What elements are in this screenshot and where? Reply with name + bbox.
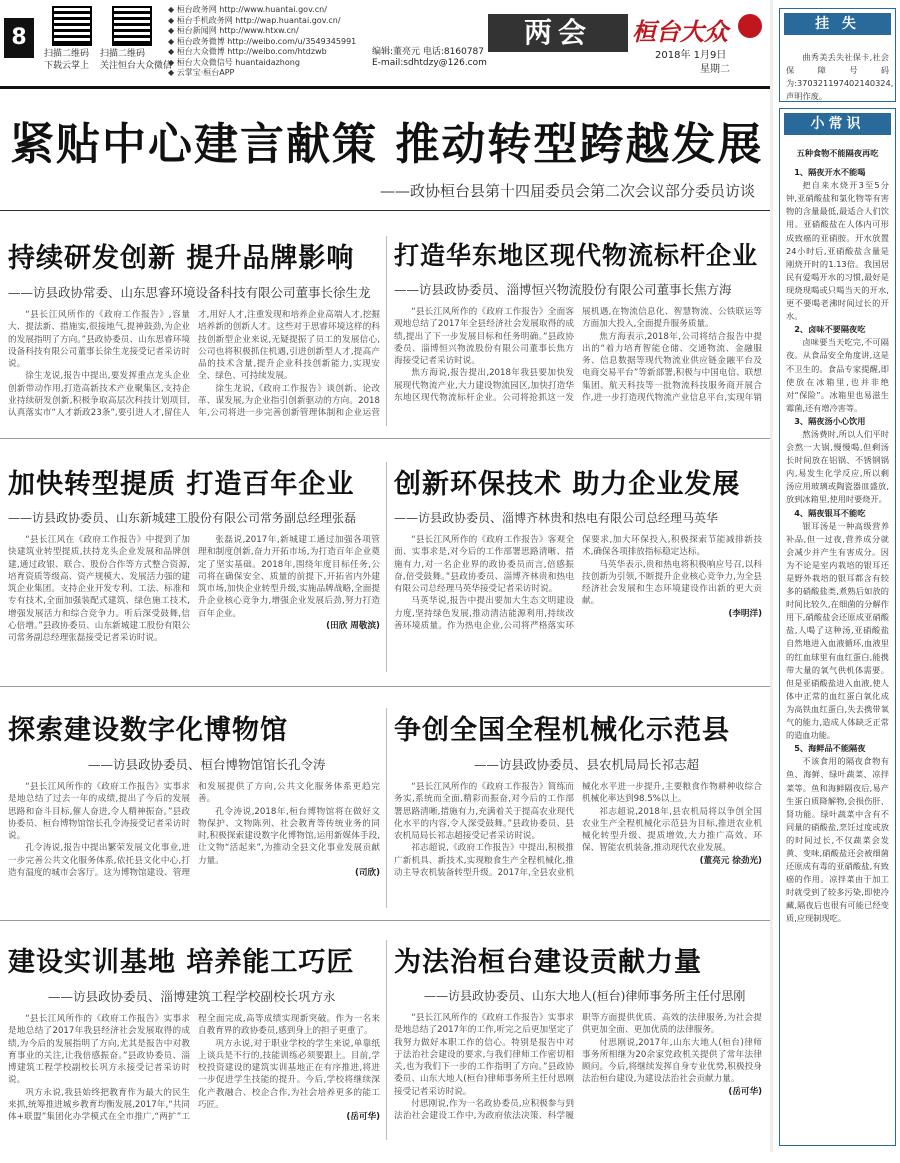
tips-title: 小常识 [784,113,891,135]
link-item: ◆ 桓台大众微信号 huantaidazhong [168,57,300,67]
article-signature: (李明洋) [728,608,762,619]
article-body: “县长江风所作的《政府工作报告》实事求是地总结了过去一年的成绩,提出了今后的发展思路和奋斗目标,催人奋进,令人精神振奋。”县政协委员、桓台博物馆馆长孔令涛接受记者采访时说。 孔令涛说,报告中提出繁荣发展文化事业,进一步完善公共文化服务体系,依托县文化中心,打造有温度的城市会客厅。这为博物馆建设、管理和发展提供了方向,公共文化服务体系更趋完善。 孔令涛说,2018年,桓台博物馆将在做好文物保护、文物陈列、社会教育等传统业务的同时,积极探索建设数字化博物馆,运用新媒体手段,让文物“活起来”,为推动全县文化事业发展贡献力量。 (司欣) [8,782,380,879]
tips-text [780,139,895,928]
section-title: 两会 [488,14,628,52]
divider [0,210,770,211]
lost-notice [779,8,896,102]
issue-date: 2018年 1月9日 [655,50,727,61]
qr-code-wechat [112,6,152,46]
article-body: “县长江风所作的《政府工作报告》客观全面、实事求是,对今后的工作部署思路清晰、措施有力,对一名企业界的政协委员而言,倍感振奋,倍受鼓舞。”县政协委员、淄博齐林贵和热电有限公司总经理马英华接受记者采访时说。 马英华说,报告中提出要加大生态文明建设力度,坚持绿色发展,推动清洁能源利用,持续改善环境质量。作为热电企业,公司将严格落实环保要求,加大环保投入,积极探索节能减排新技术,确保各项排放指标稳定达标。 马英华表示,贵和热电将积极响应号召,以科技创新为引领,不断提升企业核心竞争力,为全县经济社会发展和生态环境建设作出新的更大贡献。 (李明洋) [394,535,762,632]
article-body: “县长江风所作的《政府工作报告》全面客观地总结了2017年全县经济社会发展取得的成绩,提出了下一步发展目标和任务明确。”县政协委员、淄博恒兴物流股份有限公司董事长焦方海接受记者采访时说。 焦方海说,报告提出,2018年我县要加快发展现代物流产业,大力建设物流园区,加快打造华东地区现代物流标杆企业。公司将抢抓这一发展机遇,在物流信息化、智慧物流、公铁联运等方面加大投入,全面提升服务质量。 焦方海表示,2018年,公司将结合报告中提出的“着力培育智能仓储、交通物流、金融服务、信息数据等现代物流业供应链金融平台及电商交易平台”等新部署,积极与中国电信、联想集团、航天科技等一批物流科技服务商开展合作,进一步打造现代物流产业信息平台,实现年销 [394,307,762,404]
tip-heading: 4、隔夜银耳不能吃 [794,507,866,518]
link-item[interactable]: ◆ 桓台新闻网 http://www.htxw.cn/ [168,26,299,35]
tip-text: 不该食用的隔夜食物有鱼、海鲜、绿叶蔬菜、凉拌菜等。鱼和海鲜隔夜后,易产生蛋白质降解物,会损伤肝、肾功能。绿叶蔬菜中含有不同量的硝酸盐,烹饪过度或放的时间过长,不仅蔬菜会发黄、变味,硝酸盐还会被细菌还原成有毒的亚硝酸盐,有致癌的作用。凉拌菜由于加工时就受到了较多污染,即使冷藏,隔夜后也很有可能已经变质,应现制现吃。 [786,756,889,924]
header-rule [0,86,770,89]
lost-title: 挂 失 [784,13,891,35]
article-subtitle: ——访县政协委员、淄博建筑工程学校副校长巩方永 [48,989,336,1004]
article-title: 创新环保技术 助力企业发展 [394,469,741,500]
article-subtitle: ——访县政协委员、县农机局局长祁志超 [474,757,700,772]
article-2 [394,236,762,426]
page-number: 8 [4,18,34,58]
editor-line: 编辑:董亮元 电话:8160787 [372,47,485,57]
article-4 [394,462,762,674]
link-item[interactable]: ◆ 桓台政务网 http://www.huantai.gov.cn/ [168,5,327,14]
tip-text: 熬汤费时,所以人们平时会熬一大锅,慢慢喝,但剩汤长时间放在铝锅、不锈钢锅内,易发生化学反应,所以剩汤应用玻璃或陶瓷器皿盛放,放到冰箱里,使用时要烧开。 [786,428,889,505]
article-title: 争创全国全程机械化示范县 [394,715,730,746]
link-item[interactable]: ◆ 桓台大众微博 http://weibo.com/htdzwb [168,47,327,56]
article-subtitle: ——访县政协委员、桓台博物馆馆长孔令涛 [88,757,326,772]
sidebar [775,0,900,1152]
article-7 [8,940,380,1163]
brand-logo: 桓台大众 [632,17,728,46]
main-subhead: ——政协桓台县第十四届委员会第二次会议部分委员访谈 [380,182,756,200]
tip-text: 银耳汤是一种高级营养补品,但一过夜,营养成分就会减少并产生有害成分。因为不论是室内栽培的银耳还是野外栽培的银耳都含有较多的硝酸盐类,煮熟后如放的时间比较久,在细菌的分解作用下,硝酸盐会还原成亚硝酸盐,人喝了这种汤,亚硝酸盐自然地进入血液循环,血液里的红血球里有血红蛋白,能携带大量的氧气供机体需要。但是亚硝酸盐进入血液,使人体中正常的血红蛋白氧化成为高铁血红蛋白,失去携带氧气的能力,造成人体缺乏正常的造血功能。 [786,520,889,741]
article-1 [8,236,380,429]
tip-heading: 5、海鲜品不能隔夜 [794,743,866,754]
qr2-caption: 扫描二维码 关注恒台大众微信 [100,49,173,71]
tip-heading: 3、隔夜汤小心饮用 [794,415,866,426]
issue-weekday: 星期二 [700,64,730,75]
tip-text: 把自来水烧开3至5分钟,亚硝酸盐和氯化物等有害物的含量最低,最适合人们饮用。亚硝酸盐在人体内可形成致癌的亚硝胺。开水放置24小时后,亚硝酸盐含量是刚烧开时的1.13倍。我国居民有爱喝开水的习惯,最好是现烧现喝或只喝当天的开水,更不要喝老沸时间过长的开水。 [786,180,889,322]
tip-heading: 2、卤味不要隔夜吃 [794,324,866,335]
article-title: 建设实训基地 培养能工巧匠 [8,947,355,978]
divider [0,438,770,439]
article-body: “县长江风所作的《政府工作报告》实事求是地总结了2017年的工作,听完之后更加坚定了我努力做好本职工作的信心。特别是报告中对于法治社会建设的要求,与我们律师工作密切相关,也为我们下一步的工作指明了方向。”县政协委员、山东大地人(桓台)律师事务所主任付思刚接受记者采访时说。 付思刚说,作为一名政协委员,应积极参与到法治社会建设工作中,为政府依法决策、科学履职等方面提供优质、高效的法律服务,为社会提供更加全面、更加优质的法律服务。 付思刚说,2017年,山东大地人(桓台)律师事务所相继为20余家党政机关提供了常年法律顾问。今后,将继续发挥自身专业优势,积极投身法治桓台建设,为建设法治社会贡献力量。 (岳可华) [394,1013,762,1122]
qr-icon [52,6,92,46]
link-item: ◆ 云掌宝·桓台APP [168,68,235,77]
tips-heading: 五种食物不能隔夜再吃 [796,148,879,158]
article-body: “县长江风所作的《政府工作报告》简练而务实,系统而全面,精彩而振奋,对今后的工作部署思路清晰,措施有力,充满着关于提高农业现代化水平的内容,令人深受鼓舞。”县政协委员、县农机局局长祁志超接受记者采访时说。 祁志超说,《政府工作报告》中提出,积极推广新机具、新技术,实现粮食生产全程机械化,推动主导农机装备转型升级。2017年,全县农业机械化水平进一步提升,主要粮食作物耕种收综合机械化率达到98.5%以上。 祁志超说,2018年,县农机局将以争创全国农业生产全程机械化示范县为目标,推进农业机械化转型升级、提质增效,大力推广高效、环保、智能农机装备,推动现代农业发展。 (董亮元 徐劲光) [394,782,762,879]
tip-text: 卤味要当天吃完,不可隔夜。从食品安全角度讲,这是不卫生的。食品专家提醒,即使放在冰箱里,也并非绝对“保险”。冰箱里也易滋生霉菌,还有增冷害等。 [786,337,889,413]
article-body: “县长江风在《政府工作报告》中提到了加快建筑业转型提质,扶持龙头企业发展和品牌创建,通过政银、联合、股份合作等方式整合资源,培育资质等级高、资产规模大、发展活力强的建筑企业集团。支持企业开发专利、工法、标准和专有技术,全面加强装配式建筑、绿色施工技术,增强发展活力和综合竞争力。听后深受鼓舞,信心倍增。”县政协委员、山东新城建工股份有限公司常务副总经理张磊接受记者采访时说。 张磊说,2017年,新城建工通过加强各项管理和制度创新,奋力开拓市场,为打造百年企业奠定了坚实基础。2018年,围绕年度目标任务,公司将在确保安全、质量的前提下,开拓省内外建筑市场,加快企业转型升级,实施品牌战略,全面提升企业核心竞争力,增强企业发展后劲,努力打造百年企业。 (田欣 周敬滨) [8,535,380,644]
article-signature: (董亮元 徐劲光) [699,855,762,866]
article-body: “县长江风所作的《政府工作报告》,容量大、提法新、措施实,很接地气,提神鼓劲,为企业的发展指明了方向。”县政协委员、山东思睿环境设备科技有限公司董事长徐生龙接受记者采访时说。 徐生龙说,报告中提出,要发挥重点龙头企业创新带动作用,打造高新技术产业聚集区,支持企业持续研发创新,积极争取高层次科技计划项目,认真落实市“人才新政23条”,要引进人才,留住人才,用好人才,注重发现和培养企业高端人才,挖掘培养新的创新人才。这些对于思睿环境这样的科技创新型企业来说,无疑提振了员工的发展信心,公司也将积极抓住机遇,引进创新型人才,提高产品的技术含量,提升企业科技创新能力,实现安全、绿色、可持续发展。 徐生龙说,《政府工作报告》谈创新、论改革、谋发展,为企业指引创新驱动的方向。2018年,公司将进一步完善创新管理体制和企业运营 [8,310,380,419]
article-title: 探索建设数字化博物馆 [8,715,288,746]
article-subtitle: ——访县政协常委、山东思睿环境设备科技有限公司董事长徐生龙 [8,285,371,300]
article-subtitle: ——访县政协委员、山东新城建工股份有限公司常务副总经理张磊 [8,511,357,525]
article-signature: (岳可华) [346,1112,380,1123]
article-8 [394,940,762,1162]
article-subtitle: ——访县政协委员、山东大地人(桓台)律师事务所主任付思刚 [424,989,746,1003]
main-headline: 紧贴中心建言献策 推动转型跨越发展 [10,119,764,170]
brand-emblem-icon [738,14,762,38]
link-item[interactable]: ◆ 桓台手机政务网 http://wap.huantai.gov.cn/ [168,15,341,25]
divider [0,920,770,921]
header-links [168,5,356,79]
link-item[interactable]: ◆ 桓台政务微博 http://weibo.com/u/3549345991 [168,36,357,46]
divider [386,236,387,426]
article-6 [394,708,762,911]
article-title: 打造华东地区现代物流标杆企业 [394,241,759,270]
article-5 [8,708,380,911]
article-title: 加快转型提质 打造百年企业 [8,469,355,500]
tip-heading: 1、隔夜开水不能喝 [794,167,866,178]
email-line: E-mail:sdhtdzy@126.com [372,58,487,68]
article-title: 为法治桓台建设贡献力量 [394,947,702,978]
article-subtitle: ——访县政协委员、淄博恒兴物流股份有限公司董事长焦方海 [394,282,732,297]
article-signature: (司欣) [354,868,380,879]
article-body: “县长江风所作的《政府工作报告》实事求是地总结了2017年我县经济社会发展取得的成绩,为今后的发展指明了方向,尤其是报告中对教育事业的关注,让我倍感振奋。”县政协委员、淄博建筑工程学校副校长巩方永接受记者采访时说。 巩方永说,我县始终把教育作为最大的民生来抓,统筹推进城乡教育均衡发展,2017年,“共同体+联盟”集团化办学模式在全市推广,“两扩”工程全面完成,高等成绩实现新突破。作为一名来自教育界的政协委员,感到身上的担子更重了。 巩方永说,对于职业学校的学生来说,单靠纸上谈兵是不行的,技能训练必须要跟上。目前,学校投资建设的建筑实训基地正在有序推进,将进一步促进学生技能的提升。今后,学校将继续深化产教融合、校企合作,为社会培养更多的能工巧匠。 (岳可华) [8,1014,380,1123]
sidebar-border [770,0,773,1152]
divider [386,940,387,1140]
article-signature: (岳可华) [728,1086,762,1097]
article-subtitle: ——访县政协委员、淄博齐林贵和热电有限公司总经理马英华 [394,511,719,525]
qr1-caption: 扫描二维码 下载云掌上 [44,49,90,71]
lost-text: 曲秀美丢失社保卡,社会保障号码为:370321197402140324,声明作废。 [786,52,894,102]
qr-icon [112,6,152,46]
divider [386,708,387,908]
page-header [0,0,770,88]
article-title: 持续研发创新 提升品牌影响 [8,243,355,274]
qr-code-download [52,6,92,46]
tips-box [779,108,896,1146]
divider [0,686,770,687]
article-3 [8,462,380,674]
article-signature: (田欣 周敬滨) [326,621,380,632]
divider [386,462,387,672]
